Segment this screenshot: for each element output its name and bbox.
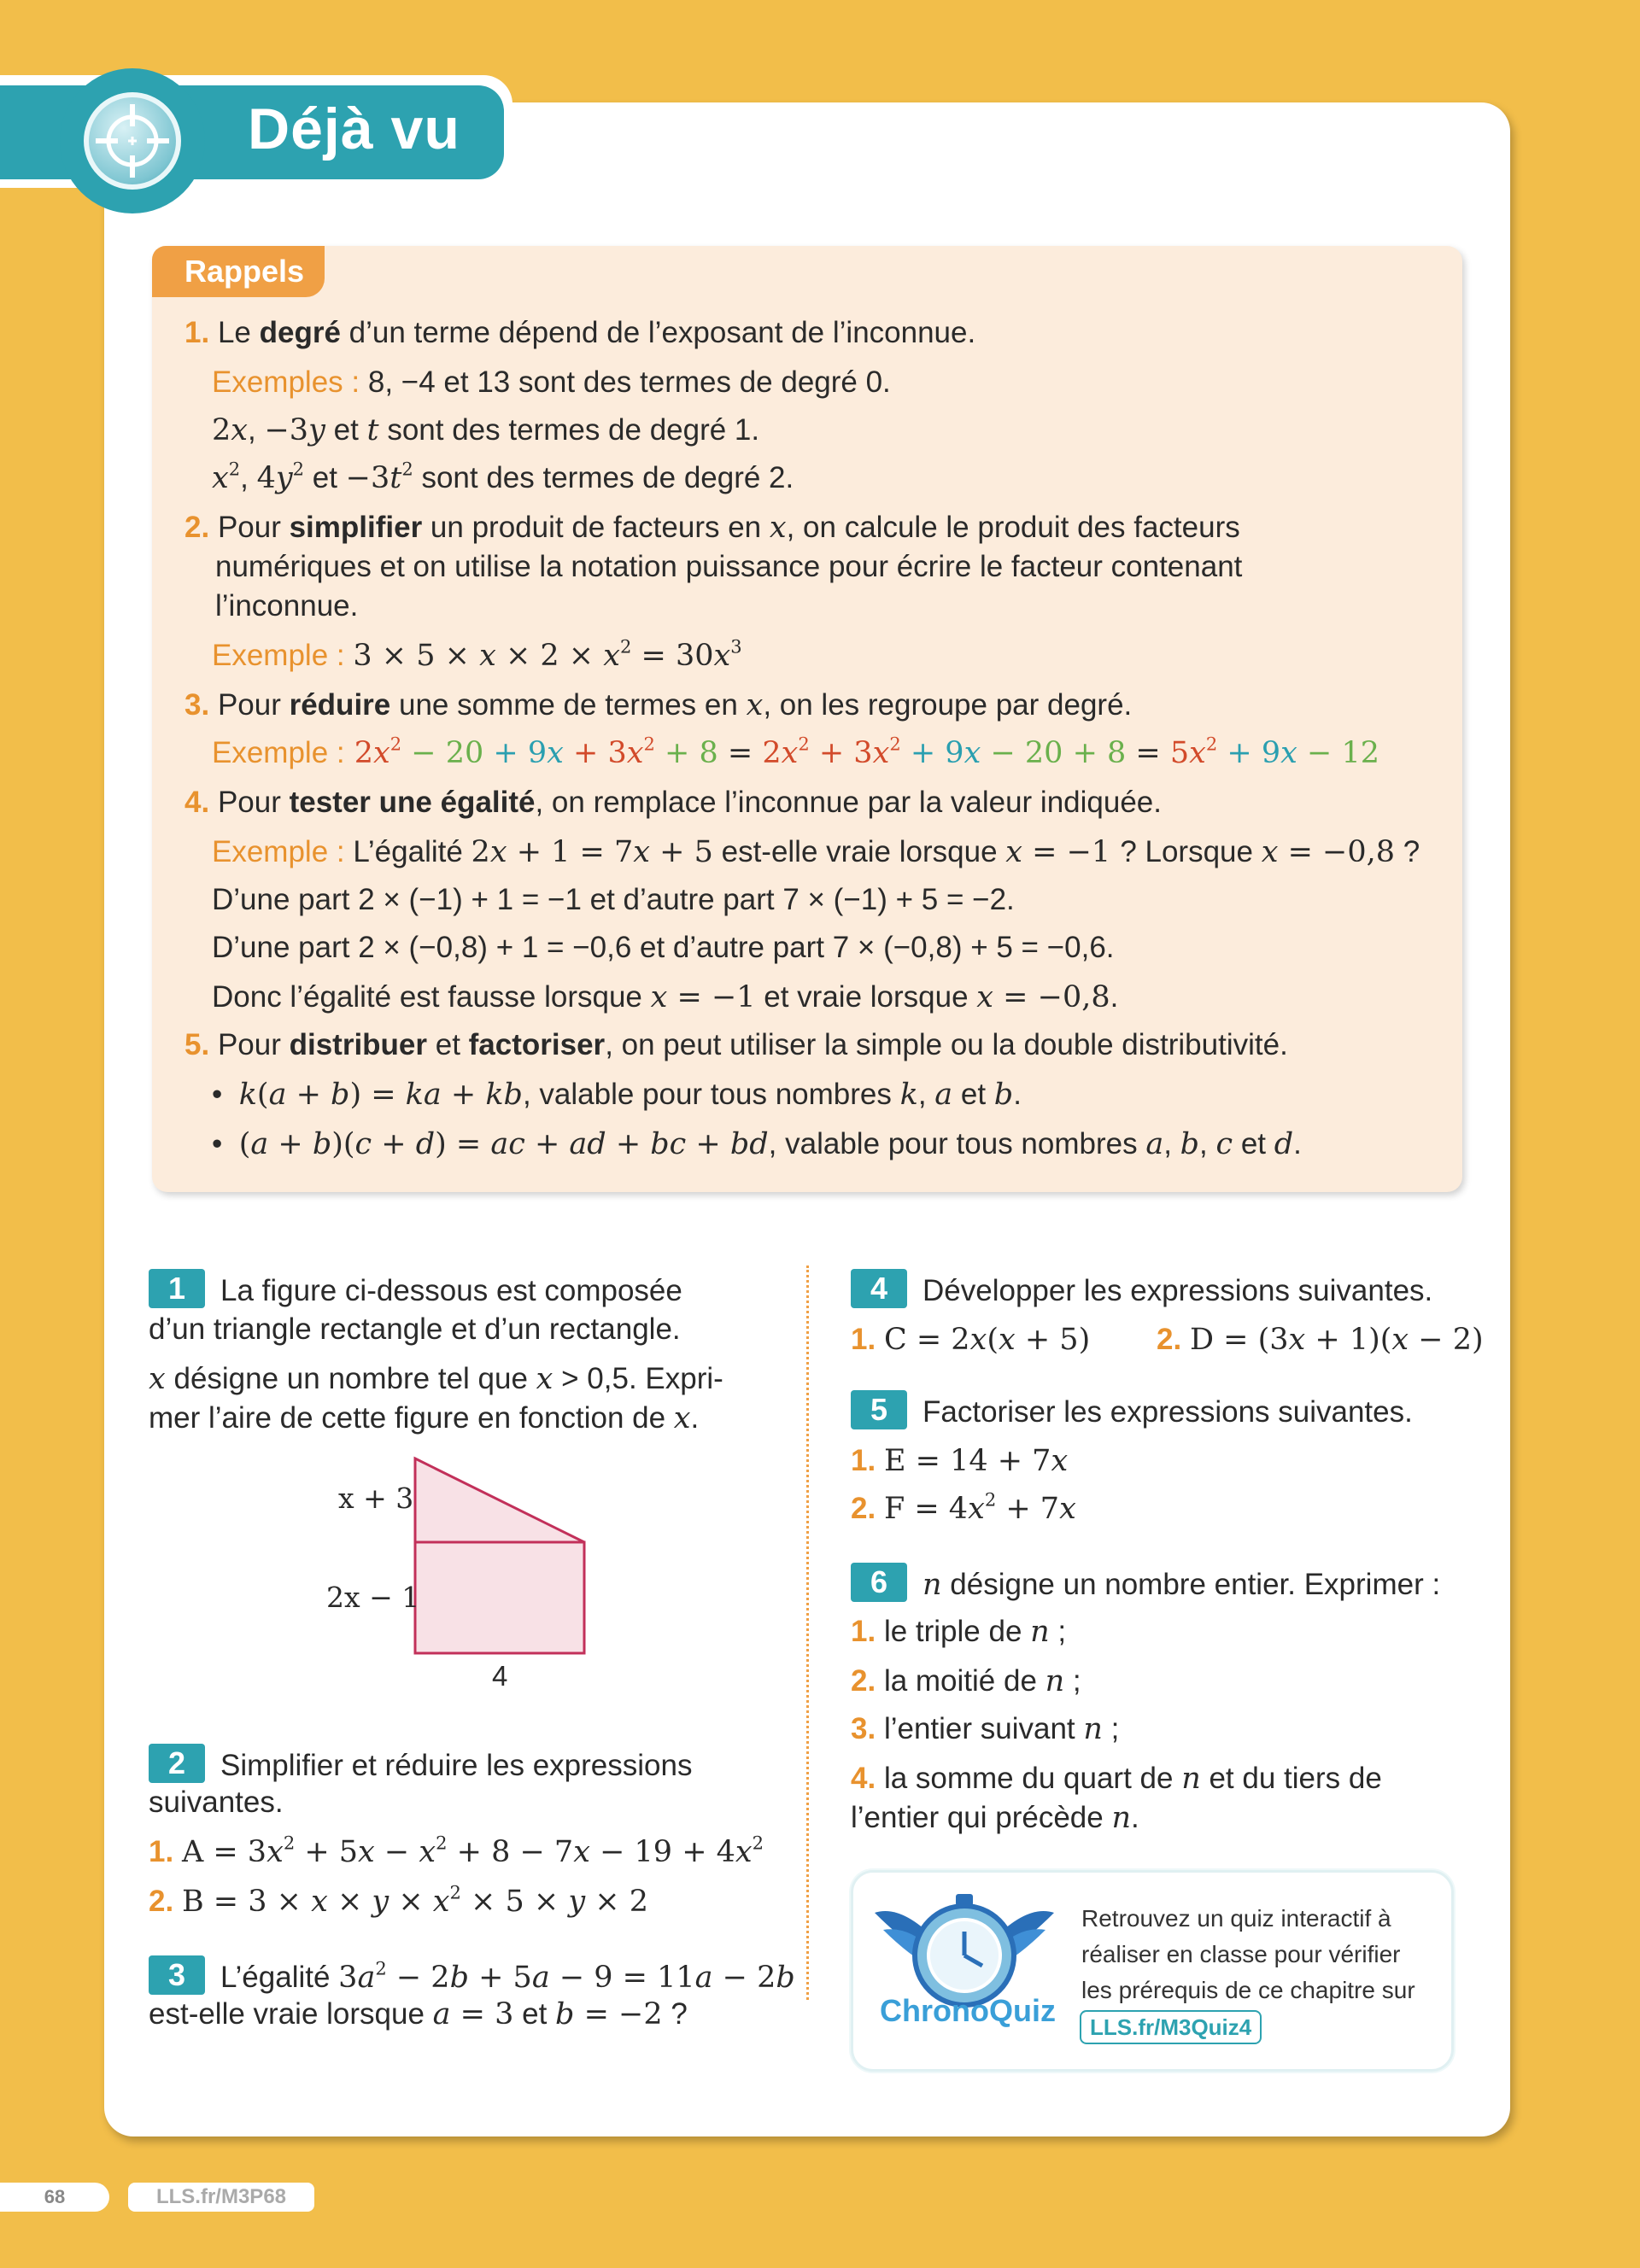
- text: , on calcule le produit des facteurs: [786, 511, 1240, 544]
- keyword: réduire: [289, 688, 391, 722]
- rappel-5: [184, 1026, 1288, 1064]
- text: désigne un nombre tel que: [165, 1362, 536, 1395]
- exercise-number-3: 3: [149, 1955, 205, 1995]
- rappel-1-example-c: $x^2$, $4y^2$ et $-3t^2$ sont des termes de degré 2.: [212, 459, 794, 495]
- exercise-number-6: 6: [851, 1563, 907, 1602]
- text: mer l’aire de cette figure en fonction de: [149, 1401, 674, 1435]
- exercise-3-line-1: 3 L’égalité $3a^2 - 2b + 5a - 9 = 11a - 2b$: [149, 1955, 795, 1997]
- text: Pour: [217, 688, 290, 722]
- text: et vraie lorsque: [755, 980, 977, 1014]
- rappel-3: 3. Pour réduire une somme de termes en x, on les regroupe par degré.: [184, 688, 1133, 722]
- text: un produit de facteurs en: [422, 511, 770, 544]
- page-title: Déjà vu: [248, 96, 460, 161]
- rappel-2: 2. Pour simplifier un produit de facteurs en x, on calcule le produit des facteurs: [184, 511, 1240, 545]
- text: Le: [217, 316, 260, 349]
- rappel-number: 5.: [184, 1028, 210, 1061]
- example-label: Exemples :: [212, 365, 360, 399]
- example-label: Exemple :: [212, 639, 345, 672]
- rappel-2-line-3: l’inconnue.: [215, 589, 359, 623]
- text: est-elle vraie lorsque: [712, 835, 1006, 868]
- exercise-2-q2: 2. $B = 3 \times x \times y \times x^2 \times 5 \times y \times 2$: [149, 1882, 648, 1919]
- text: Simplifier et réduire les expressions: [220, 1749, 693, 1782]
- text: Pour: [217, 1028, 290, 1061]
- rectangle-shape: [415, 1542, 584, 1653]
- exercise-6-q4: 4. la somme du quart de n et du tiers de: [851, 1762, 1382, 1796]
- text: Pour: [217, 511, 290, 544]
- chronoquiz-brand: ChronoQuiz: [880, 1993, 1056, 2028]
- text: une somme de termes en: [390, 688, 747, 722]
- text: > 0,5. Expri-: [553, 1362, 723, 1395]
- rappel-number: 3.: [184, 688, 210, 722]
- exercise-3-line-2: est-elle vraie lorsque a = 3 et b = −2 ?: [149, 1997, 688, 2031]
- text: le triple de: [883, 1615, 1031, 1648]
- text: Développer les expressions suivantes.: [922, 1274, 1433, 1307]
- exercise-number-1: 1: [149, 1269, 205, 1308]
- chronoquiz-line-1: Retrouvez un quiz interactif à: [1081, 1905, 1391, 1932]
- text: ? Lorsque: [1120, 835, 1262, 868]
- rappel-1-example-b: 2x, −3y et t sont des termes de degré 1.: [212, 413, 760, 447]
- text: la somme du quart de: [883, 1762, 1182, 1795]
- exercise-6-q2: 2. la moitié de n ;: [851, 1664, 1081, 1698]
- rappels-label: Rappels: [152, 246, 325, 297]
- exercise-5-q2: 2. $F = 4x^2 + 7x$: [851, 1489, 1076, 1526]
- exercise-number-4: 4: [851, 1269, 907, 1308]
- text: Factoriser les expressions suivantes.: [922, 1395, 1413, 1429]
- text: l’entier qui précède: [851, 1801, 1112, 1834]
- exercise-number-2: 2: [149, 1744, 205, 1783]
- rappel-4-line-4: Donc l’égalité est fausse lorsque x = −1 et vraie lorsque x = −0,8.: [212, 980, 1119, 1014]
- rappel-5-bullet-2: • (a + b)(c + d) = ac + ad + bc + bd, valable pour tous nombres a, b, c et d.: [212, 1127, 1302, 1161]
- text: , valable pour tous nombres: [768, 1127, 1146, 1160]
- keyword: degré: [259, 316, 341, 349]
- exercise-1-line-4: mer l’aire de cette figure en fonction de x.: [149, 1401, 700, 1435]
- text: sont des termes de degré 2.: [413, 461, 794, 494]
- text: L’égalité: [353, 835, 472, 868]
- text: La figure ci-dessous est composée: [220, 1274, 682, 1307]
- figure-label-top: x + 3: [338, 1482, 414, 1515]
- rappel-1-example-a: [212, 364, 891, 401]
- chronoquiz-link[interactable]: LLS.fr/M3Quiz4: [1080, 2010, 1262, 2044]
- chronoquiz-line-3: les prérequis de ce chapitre sur: [1081, 1977, 1415, 2003]
- column-divider: [806, 1266, 809, 2000]
- text: est-elle vraie lorsque: [149, 1997, 433, 2031]
- exercise-2-q1: 1. $A = 3x^2 + 5x - x^2 + 8 - 7x - 19 + 4x^2$: [149, 1833, 764, 1869]
- text: , on les regroupe par degré.: [763, 688, 1133, 722]
- rappel-number: 4.: [184, 786, 210, 819]
- rappel-3-example: Exemple : $2x^2 - 20 + 9x + 3x^2 + 8 = 2x^2 + 3x^2 + 9x - 20 + 8 = 5x^2 + 9x - 12$: [212, 734, 1380, 770]
- exercise-1-line-1: [149, 1269, 682, 1311]
- text: L’égalité: [220, 1961, 339, 1994]
- exercise-6-line-1: 6 n désigne un nombre entier. Exprimer :: [851, 1563, 1440, 1605]
- keyword: simplifier: [289, 511, 423, 544]
- exercise-1-line-2: d’un triangle rectangle et d’un rectangle.: [149, 1312, 681, 1346]
- keyword: tester une égalité: [289, 786, 536, 819]
- text: Pour: [217, 786, 290, 819]
- chronoquiz-line-2: réaliser en classe pour vérifier: [1081, 1941, 1401, 1967]
- exercise-5-q1: 1. E = 14 + 7x: [851, 1444, 1069, 1478]
- rappel-4-line-2: D’une part 2 × (−1) + 1 = −1 et d’autre part 7 × (−1) + 5 = −2.: [212, 883, 1015, 916]
- text: , on peut utiliser la simple ou la double distributivité.: [605, 1028, 1288, 1061]
- footer-link[interactable]: LLS.fr/M3P68: [128, 2183, 314, 2212]
- exercise-6-q4-line-2: l’entier qui précède n.: [851, 1801, 1139, 1835]
- text: , on remplace l’inconnue par la valeur indiquée.: [535, 786, 1162, 819]
- text: et: [427, 1028, 469, 1061]
- exercise-number-5: 5: [851, 1390, 907, 1429]
- exercise-4-line-1: [851, 1269, 1432, 1311]
- text: 8, −4 et 13 sont des termes de degré 0.: [367, 365, 891, 399]
- keyword: factoriser: [468, 1028, 606, 1061]
- example-label: Exemple :: [212, 736, 345, 769]
- text: désigne un nombre entier. Exprimer :: [941, 1568, 1441, 1601]
- rappel-4-example: Exemple : L’égalité 2x + 1 = 7x + 5 est-elle vraie lorsque x = −1 ? Lorsque x = −0,8 ?: [212, 835, 1420, 869]
- text: et: [325, 413, 367, 447]
- rappel-2-line-2: numériques et on utilise la notation puissance pour écrire le facteur contenant: [215, 550, 1243, 583]
- text: , valable pour tous nombres: [522, 1078, 900, 1111]
- figure-label-middle: 2x − 1: [326, 1581, 420, 1614]
- text: et du tiers de: [1200, 1762, 1382, 1795]
- page-number: 68: [0, 2183, 109, 2212]
- exercise-2-line-1: [149, 1744, 692, 1786]
- text: Donc l’égalité est fausse lorsque: [212, 980, 651, 1014]
- rappel-4-line-3: D’une part 2 × (−0,8) + 1 = −0,6 et d’autre part 7 × (−0,8) + 5 = −0,6.: [212, 931, 1115, 964]
- rappel-2-example: Exemple : $3 \times 5 \times x \times 2 \times x^2 = 30x^3$: [212, 636, 742, 673]
- exercise-5-line-1: [851, 1390, 1413, 1432]
- exercise-4-q1: 1. C = 2x(x + 5): [851, 1323, 1091, 1357]
- rappel-number: 2.: [184, 511, 210, 544]
- text: d’un terme dépend de l’exposant de l’inconnue.: [340, 316, 976, 349]
- rappel-4: [184, 784, 1162, 821]
- exercise-4-q2: 2. D = (3x + 1)(x − 2): [1157, 1323, 1484, 1357]
- example-label: Exemple :: [212, 835, 345, 868]
- text: sont des termes de degré 1.: [378, 413, 760, 447]
- rappel-1: [184, 314, 975, 352]
- figure-label-bottom: 4: [492, 1660, 508, 1692]
- exercise-6-q3: 3. l’entier suivant n ;: [851, 1712, 1120, 1746]
- exercise-6-q1: 1. le triple de n ;: [851, 1615, 1067, 1649]
- triangle-shape: [415, 1458, 584, 1542]
- keyword: distribuer: [289, 1028, 428, 1061]
- rappel-5-bullet-1: • k(a + b) = ka + kb, valable pour tous nombres k, a et b.: [212, 1078, 1022, 1112]
- crosshair-icon: [84, 92, 181, 190]
- exercise-1-line-3: x désigne un nombre tel que x > 0,5. Expri-: [149, 1362, 723, 1396]
- text: l’entier suivant: [883, 1712, 1084, 1745]
- text: la moitié de: [883, 1664, 1046, 1698]
- rappel-number: 1.: [184, 316, 210, 349]
- exercise-2-line-2: suivantes.: [149, 1786, 284, 1819]
